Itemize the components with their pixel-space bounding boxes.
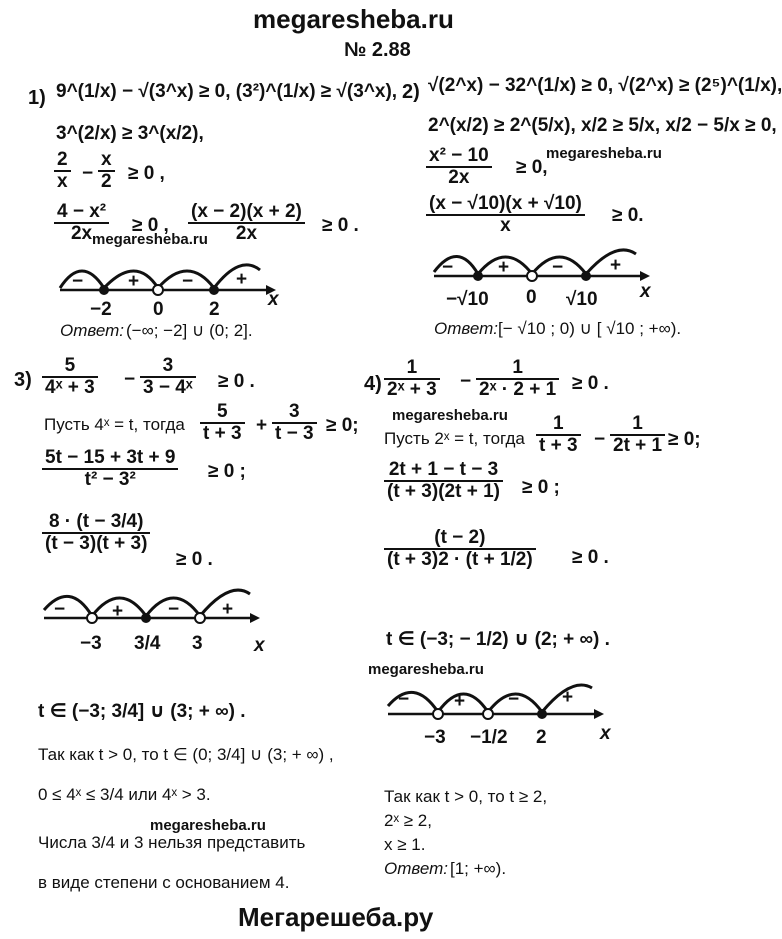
p4-number: 4) [364, 373, 382, 395]
tick-label: 3/4 [134, 633, 161, 654]
p1-line3-rel: ≥ 0 , [128, 163, 165, 184]
tick-label: −√10 [446, 289, 489, 310]
p2-frac1: x² − 10 2x [426, 146, 492, 188]
p1-line4-rel1: ≥ 0 , [132, 215, 169, 236]
sign: − [182, 271, 194, 292]
tick-label: 2 [209, 299, 220, 320]
sign: + [610, 255, 622, 276]
watermark: megaresheba.ru [392, 407, 508, 424]
minus-sign: − [460, 371, 472, 392]
p4-frac-e: 2t + 1 − t − 3 (t + 3)(2t + 1) [384, 460, 503, 502]
sign: − [54, 599, 66, 620]
p3-line1-rel: ≥ 0 . [218, 371, 255, 392]
p1-frac3: 4 − x² 2x [54, 202, 109, 244]
sign: − [168, 599, 180, 620]
p1-frac1: 2 x [54, 150, 71, 192]
p2-line1: √(2^x) − 32^(1/x) ≥ 0, √(2^x) ≥ (2⁵)^(1/x), [428, 75, 782, 96]
p3-frac-e: 5t − 15 + 3t + 9 t² − 3² [42, 448, 178, 490]
sign: − [442, 257, 454, 278]
tick-label: 0 [153, 299, 164, 320]
axis-label: x [640, 281, 651, 302]
tick-label: −3 [424, 727, 446, 748]
p3-line2-rel: ≥ 0; [326, 415, 359, 436]
sign: − [508, 689, 520, 710]
axis-label: x [254, 635, 265, 656]
p1-line2: 3^(2/x) ≥ 3^(x/2), [56, 123, 204, 144]
p1-frac4: (x − 2)(x + 2) 2x [188, 202, 305, 244]
sign: + [498, 257, 510, 278]
sign: + [562, 687, 574, 708]
p3-line6: Так как t > 0, то t ∈ (0; 3/4] ∪ (3; + ∞) , [38, 745, 334, 764]
p3-number: 3) [14, 369, 32, 391]
p2-frac2: (x − √10)(x + √10) x [426, 194, 585, 236]
p3-line9: в виде степени с основанием 4. [38, 873, 290, 892]
p4-frac-c: 1 t + 3 [536, 414, 581, 456]
p2-answer: [− √10 ; 0) ∪ [ √10 ; +∞). [498, 319, 682, 338]
p4-line8: x ≥ 1. [384, 835, 426, 854]
sign: + [454, 691, 466, 712]
p4-frac-f: (t − 2) (t + 3)2 · (t + 1/2) [384, 528, 536, 570]
p4-line5: t ∈ (−3; − 1/2) ∪ (2; + ∞) . [386, 629, 610, 650]
watermark: megaresheba.ru [92, 231, 208, 248]
p1-line1: 9^(1/x) − √(3^x) ≥ 0, (3²)^(1/x) ≥ √(3^x), [56, 81, 398, 102]
sign: − [398, 689, 410, 710]
tick-label: −3 [80, 633, 102, 654]
site-footer: Мегарешеба.ру [238, 902, 434, 932]
watermark: megaresheba.ru [150, 817, 266, 834]
axis-label: x [268, 289, 279, 310]
minus-sign: − [124, 369, 136, 390]
p3-line7: 0 ≤ 4ˣ ≤ 3/4 или 4ˣ > 3. [38, 785, 211, 804]
watermark: megaresheba.ru [368, 661, 484, 678]
sign: − [552, 257, 564, 278]
tick-label: 2 [536, 727, 547, 748]
p4-let: Пусть 2ˣ = t, тогда [384, 429, 525, 448]
p4-line4-rel: ≥ 0 . [572, 547, 609, 568]
p4-line6: Так как t > 0, то t ≥ 2, [384, 787, 548, 806]
p4-line7: 2ˣ ≥ 2, [384, 811, 432, 830]
p1-line4-rel2: ≥ 0 . [322, 215, 359, 236]
p3-frac-b: 3 3 − 4ˣ [140, 356, 196, 398]
p1-number: 1) [28, 87, 46, 109]
minus-sign: − [82, 163, 94, 184]
p1-answer: (−∞; −2] ∪ (0; 2]. [126, 321, 253, 340]
p4-answer-label: Ответ: [384, 859, 449, 878]
p2-line3-rel: ≥ 0, [516, 157, 548, 178]
p3-line5: t ∈ (−3; 3/4] ∪ (3; + ∞) . [38, 701, 246, 722]
sign: + [236, 269, 248, 290]
plus-sign: + [256, 415, 268, 436]
site-header: megaresheba.ru [253, 4, 454, 34]
sign: + [112, 601, 124, 622]
p3-let: Пусть 4ˣ = t, тогда [44, 415, 185, 434]
sign: − [72, 271, 84, 292]
p2-number: 2) [402, 81, 420, 103]
p3-line8: Числа 3/4 и 3 нельзя представить [38, 833, 306, 852]
p3-line3-rel: ≥ 0 ; [208, 461, 246, 482]
p2-line4-rel: ≥ 0. [612, 205, 644, 226]
p4-line3-rel: ≥ 0 ; [522, 477, 560, 498]
p4-line2-rel: ≥ 0; [668, 429, 701, 450]
p2-line2: 2^(x/2) ≥ 2^(5/x), x/2 ≥ 5/x, x/2 − 5/x ≥ 0, [428, 115, 777, 136]
tick-label: −1/2 [470, 727, 508, 748]
tick-label: √10 [566, 289, 598, 310]
p4-line1-rel: ≥ 0 . [572, 373, 609, 394]
p1-answer-label: Ответ: [60, 321, 125, 340]
p2-answer-label: Ответ: [434, 319, 499, 338]
p3-frac-d: 3 t − 3 [272, 402, 317, 444]
tick-label: 0 [526, 287, 537, 308]
watermark: megaresheba.ru [546, 145, 662, 162]
p3-line4-rel: ≥ 0 . [176, 549, 213, 570]
p4-frac-a: 1 2ˣ + 3 [384, 358, 440, 400]
p3-frac-a: 5 4ˣ + 3 [42, 356, 98, 398]
sign: + [128, 271, 140, 292]
axis-label: x [600, 723, 611, 744]
sign: + [222, 599, 234, 620]
p3-frac-c: 5 t + 3 [200, 402, 245, 444]
p1-frac2: x 2 [98, 150, 115, 192]
p3-frac-f: 8 · (t − 3/4) (t − 3)(t + 3) [42, 512, 150, 554]
p4-frac-d: 1 2t + 1 [610, 414, 665, 456]
tick-label: −2 [90, 299, 112, 320]
p4-frac-b: 1 2ˣ · 2 + 1 [476, 358, 559, 400]
problem-number: № 2.88 [344, 39, 411, 61]
minus-sign: − [594, 429, 606, 450]
p4-answer: [1; +∞). [450, 859, 507, 878]
tick-label: 3 [192, 633, 203, 654]
